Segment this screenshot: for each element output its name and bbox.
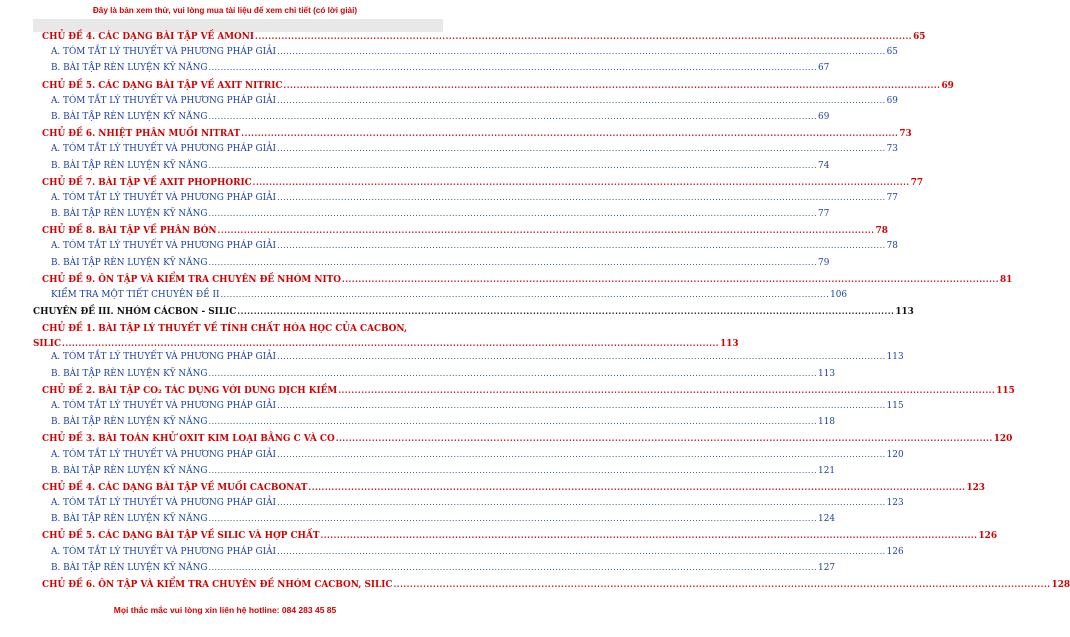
toc-entry-title: B. BÀI TẬP RÈN LUYỆN KỸ NĂNG xyxy=(51,368,208,379)
toc-page-number: 120 xyxy=(886,449,904,460)
toc-entry-title: B. BÀI TẬP RÈN LUYỆN KỸ NĂNG xyxy=(51,417,208,428)
table-of-contents xyxy=(33,31,1070,595)
toc-entry-title: B. BÀI TẬP RÈN LUYỆN KỸ NĂNG xyxy=(51,63,208,74)
dot-leader xyxy=(320,530,977,540)
dot-leader xyxy=(208,161,817,170)
toc-entry-title: CHỦ ĐỀ 5. CÁC DẠNG BÀI TẬP VỀ AXIT NITRIC xyxy=(42,80,283,91)
toc-entry-title: CHỦ ĐỀ 4. CÁC DẠNG BÀI TẬP VỀ AMONI xyxy=(42,32,255,42)
dot-leader xyxy=(338,385,995,395)
toc-page-number: 115 xyxy=(886,400,904,411)
dot-leader xyxy=(277,352,886,361)
dot-leader xyxy=(255,31,912,41)
dot-leader xyxy=(241,128,898,138)
toc-entry-title: B. BÀI TẬP RÈN LUYỆN KỸ NĂNG xyxy=(51,257,208,268)
toc-entry[interactable] xyxy=(33,417,835,433)
toc-entry-title: B. BÀI TẬP RÈN LUYỆN KỸ NĂNG xyxy=(51,465,208,476)
toc-page-number: 73 xyxy=(886,144,898,155)
toc-entry[interactable] xyxy=(33,192,898,209)
toc-page-number: 79 xyxy=(818,257,830,268)
toc-entry[interactable] xyxy=(33,128,912,144)
dot-leader xyxy=(208,112,817,121)
toc-entry-title: CHỦ ĐỀ 2. BÀI TẬP CO₂ TÁC DỤNG VỚI DUNG DỊCH KIỀM xyxy=(42,385,338,396)
dot-leader xyxy=(277,547,886,556)
toc-entry-title: A. TÓM TẮT LÝ THUYẾT VÀ PHƯƠNG PHÁP GIẢI xyxy=(51,47,277,58)
toc-entry-title: CHỦ ĐỀ 8. BÀI TẬP VỀ PHÂN BÓN xyxy=(42,226,217,237)
toc-entry-title: CHỦ ĐỀ 3. BÀI TOÁN KHỬ OXIT KIM LOẠI BẰNG C VÀ CO xyxy=(42,434,335,445)
toc-entry[interactable] xyxy=(33,241,898,257)
toc-page-number: 113 xyxy=(818,368,835,379)
toc-page-number: 126 xyxy=(978,531,997,542)
toc-entry[interactable] xyxy=(33,111,830,128)
toc-page-number: 124 xyxy=(818,514,835,525)
toc-page-number: 69 xyxy=(886,95,898,106)
toc-entry-title: KIỂM TRA MỘT TIẾT CHUYÊN ĐỀ II xyxy=(51,290,220,300)
dot-leader xyxy=(277,96,886,105)
dot-leader xyxy=(208,563,817,572)
toc-page-number: 123 xyxy=(886,498,904,509)
toc-entry[interactable] xyxy=(33,177,924,193)
toc-entry[interactable] xyxy=(33,322,739,352)
dot-leader xyxy=(277,498,886,507)
toc-entry[interactable] xyxy=(33,400,904,417)
toc-page-number: 106 xyxy=(830,290,848,300)
toc-entry-title: A. TÓM TẮT LÝ THUYẾT VÀ PHƯƠNG PHÁP GIẢI xyxy=(51,498,277,509)
toc-entry-title: CHỦ ĐỀ 6. ÔN TẬP VÀ KIỂM TRA CHUYÊN ĐỀ NHÓM CACBON, SILIC xyxy=(42,580,393,590)
dot-leader xyxy=(277,401,886,410)
toc-entry[interactable] xyxy=(33,209,830,225)
toc-entry-title: B. BÀI TẬP RÈN LUYỆN KỸ NĂNG xyxy=(51,514,208,525)
toc-page-number: 65 xyxy=(913,32,926,42)
toc-entry[interactable] xyxy=(33,530,997,546)
dot-leader xyxy=(277,193,886,202)
toc-entry-title: A. TÓM TẮT LÝ THUYẾT VÀ PHƯƠNG PHÁP GIẢI xyxy=(51,144,277,155)
toc-entry[interactable] xyxy=(33,465,835,482)
preview-banner: Đây là bản xem thử, vui lòng mua tài liệu để xem chi tiết (có lời giải) xyxy=(92,6,358,15)
toc-page-number: 128 xyxy=(1051,580,1070,590)
toc-page-number: 65 xyxy=(886,47,898,58)
dot-leader xyxy=(208,258,817,267)
toc-entry-title: B. BÀI TẬP RÈN LUYỆN KỸ NĂNG xyxy=(51,111,208,122)
toc-entry[interactable] xyxy=(33,47,898,63)
dot-leader xyxy=(237,306,894,316)
dot-leader xyxy=(277,241,886,250)
toc-entry-title: A. TÓM TẮT LÝ THUYẾT VÀ PHƯƠNG PHÁP GIẢI xyxy=(51,352,277,363)
toc-page-number: 118 xyxy=(818,417,835,428)
toc-entry[interactable] xyxy=(33,95,898,112)
dot-leader xyxy=(208,63,817,72)
toc-entry[interactable] xyxy=(33,63,830,79)
toc-entry-title: A. TÓM TẮT LÝ THUYẾT VÀ PHƯƠNG PHÁP GIẢI xyxy=(51,449,277,460)
dot-leader xyxy=(208,466,817,475)
dot-leader xyxy=(394,579,1051,589)
toc-entry[interactable] xyxy=(33,514,835,530)
dot-leader xyxy=(308,482,965,492)
toc-entry-title: CHỦ ĐỀ 1. BÀI TẬP LÝ THUYẾT VỀ TÍNH CHẤT HÓA HỌC CỦA CACBON, xyxy=(42,324,408,335)
toc-entry-title: B. BÀI TẬP RÈN LUYỆN KỸ NĂNG xyxy=(51,209,208,220)
toc-page-number: 121 xyxy=(818,465,835,476)
dot-leader xyxy=(336,433,993,443)
toc-page-number: 78 xyxy=(886,241,898,252)
toc-entry-title: B. BÀI TẬP RÈN LUYỆN KỸ NĂNG xyxy=(51,562,208,573)
dot-leader xyxy=(277,450,886,459)
toc-entry[interactable] xyxy=(33,306,914,322)
toc-page-number: 78 xyxy=(875,226,888,237)
hotline-footer: Mọi thắc mắc vui lòng xin liên hệ hotline: 084 283 45 85 xyxy=(113,605,337,615)
toc-page-number: 113 xyxy=(895,307,914,318)
toc-entry[interactable] xyxy=(33,579,1070,595)
toc-entry-title: CHỦ ĐỀ 7. BÀI TẬP VỀ AXIT PHOPHORIC xyxy=(42,177,252,188)
toc-entry[interactable] xyxy=(33,546,904,563)
toc-page-number: 81 xyxy=(999,274,1013,285)
dot-leader xyxy=(218,225,875,235)
dot-leader xyxy=(221,290,830,299)
toc-entry[interactable] xyxy=(33,482,985,498)
toc-page-number: 120 xyxy=(993,434,1013,445)
toc-entry[interactable] xyxy=(33,31,926,47)
toc-entry-title: CHỦ ĐỀ 9. ÔN TẬP VÀ KIỂM TRA CHUYÊN ĐỀ NHÓM NITO xyxy=(42,274,341,285)
toc-entry[interactable] xyxy=(33,433,1013,449)
dot-leader xyxy=(283,80,940,90)
toc-entry-title: CHỦ ĐỀ 6. NHIỆT PHÂN MUỐI NITRAT xyxy=(42,129,241,140)
toc-entry[interactable] xyxy=(33,257,830,274)
toc-entry-title: CHUYÊN ĐỀ III. NHÓM CÁCBON - SILIC xyxy=(33,307,237,318)
toc-entry[interactable] xyxy=(33,290,848,306)
toc-entry[interactable] xyxy=(33,160,830,177)
toc-page-number: 127 xyxy=(818,562,835,573)
dot-leader xyxy=(253,177,910,187)
toc-page-number: 126 xyxy=(886,546,904,557)
toc-page-number: 77 xyxy=(910,177,924,188)
dot-leader xyxy=(208,417,817,426)
toc-entry-title-cont: SILIC xyxy=(33,339,62,350)
toc-entry[interactable] xyxy=(33,274,1013,290)
dot-leader xyxy=(277,47,886,56)
toc-page-number: 69 xyxy=(941,80,954,91)
toc-page-number: 115 xyxy=(996,385,1015,396)
toc-entry[interactable] xyxy=(33,144,898,160)
dot-leader xyxy=(208,209,817,218)
toc-page-number: 77 xyxy=(886,192,898,203)
dot-leader xyxy=(277,144,886,153)
toc-entry[interactable] xyxy=(33,368,835,385)
dot-leader xyxy=(208,369,817,378)
toc-entry[interactable] xyxy=(33,562,835,579)
toc-page-number: 69 xyxy=(818,111,830,122)
toc-entry[interactable] xyxy=(33,225,888,241)
toc-entry-title: A. TÓM TẮT LÝ THUYẾT VÀ PHƯƠNG PHÁP GIẢI xyxy=(51,546,277,557)
toc-page-number: 113 xyxy=(720,339,739,350)
toc-entry-title: A. TÓM TẮT LÝ THUYẾT VÀ PHƯƠNG PHÁP GIẢI xyxy=(51,400,277,411)
toc-page-number: 113 xyxy=(886,352,904,363)
dot-leader xyxy=(208,514,817,523)
toc-entry-title: CHỦ ĐỀ 4. CÁC DẠNG BÀI TẬP VỀ MUỐI CACBONAT xyxy=(42,482,308,493)
toc-entry[interactable] xyxy=(33,80,954,96)
toc-page-number: 74 xyxy=(818,160,830,171)
toc-page-number: 73 xyxy=(899,129,912,140)
toc-entry-title: B. BÀI TẬP RÈN LUYỆN KỸ NĂNG xyxy=(51,160,208,171)
toc-entry-title: A. TÓM TẮT LÝ THUYẾT VÀ PHƯƠNG PHÁP GIẢI xyxy=(51,241,277,252)
toc-entry[interactable] xyxy=(33,352,904,368)
dot-leader xyxy=(62,336,719,350)
toc-page-number: 123 xyxy=(966,482,985,493)
toc-page-number: 67 xyxy=(818,63,830,74)
toc-entry-title: CHỦ ĐỀ 5. CÁC DẠNG BÀI TẬP VỀ SILIC VÀ HỢP CHẤT xyxy=(42,531,320,542)
toc-page-number: 77 xyxy=(818,209,830,220)
toc-entry[interactable] xyxy=(33,498,904,514)
toc-entry-title: A. TÓM TẮT LÝ THUYẾT VÀ PHƯƠNG PHÁP GIẢI xyxy=(51,192,277,203)
toc-entry-title: A. TÓM TẮT LÝ THUYẾT VÀ PHƯƠNG PHÁP GIẢI xyxy=(51,95,277,106)
dot-leader xyxy=(342,274,999,284)
toc-entry[interactable] xyxy=(33,385,1015,401)
toc-entry[interactable] xyxy=(33,449,904,466)
